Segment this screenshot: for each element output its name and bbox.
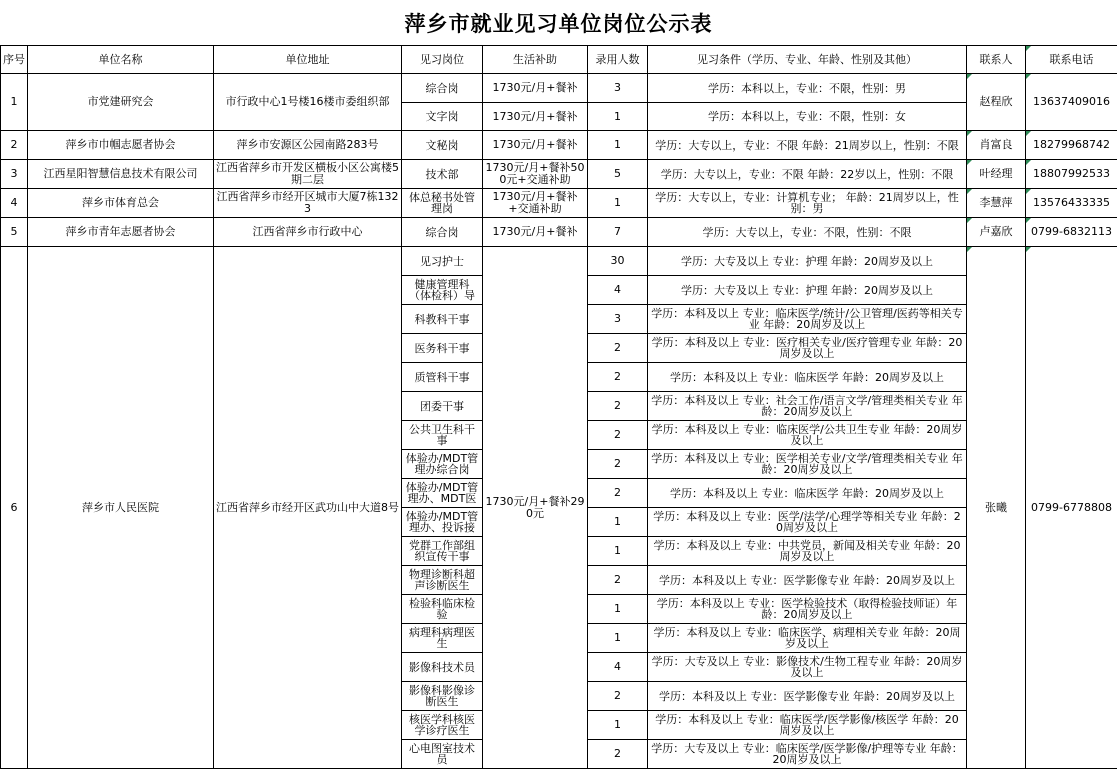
position-conditions: 学历：大专以上，专业：不限 年龄：21周岁以上，性别：不限 (648, 131, 967, 160)
unit-address: 江西省萍乡市经开区城市大厦7栋1323 (214, 189, 402, 218)
unit-contact: 卢嘉欣 (967, 218, 1026, 247)
unit-name: 萍乡市青年志愿者协会 (28, 218, 214, 247)
position-name: 物理诊断科超声诊断医生 (402, 566, 483, 595)
page-title: 萍乡市就业见习单位岗位公示表 (404, 10, 713, 36)
position-name: 科教科干事 (402, 305, 483, 334)
position-count: 2 (588, 740, 648, 769)
position-subsidy: 1730元/月+餐补290元 (483, 247, 588, 769)
unit-seq: 4 (1, 189, 28, 218)
unit-address: 江西省萍乡市经开区武功山中大道8号 (214, 247, 402, 769)
position-conditions: 学历：本科及以上 专业：临床医学、病理相关专业 年龄：20周岁及以上 (648, 624, 967, 653)
positions-table (0, 45, 1117, 769)
position-subsidy: 1730元/月+餐补+交通补助 (483, 189, 588, 218)
unit-seq: 6 (1, 247, 28, 769)
position-conditions: 学历：大专及以上 专业：影像技术/生物工程专业 年龄：20周岁及以上 (648, 653, 967, 682)
position-conditions: 学历：本科及以上 专业：中共党员，新闻及相关专业 年龄：20周岁及以上 (648, 537, 967, 566)
position-count: 1 (588, 508, 648, 537)
position-name: 健康管理科（体检科）导 (402, 276, 483, 305)
unit-contact: 张曦 (967, 247, 1026, 769)
unit-contact: 李慧萍 (967, 189, 1026, 218)
position-count: 1 (588, 624, 648, 653)
position-conditions: 学历：本科及以上 专业：医学相关专业/文学/管理类相关专业 年龄：20周岁及以上 (648, 450, 967, 479)
position-count: 1 (588, 537, 648, 566)
position-count: 1 (588, 595, 648, 624)
position-conditions: 学历：大专以上，专业：不限，性别：不限 (648, 218, 967, 247)
unit-phone: 0799-6778808 (1026, 247, 1117, 769)
unit-seq: 3 (1, 160, 28, 189)
unit-name: 萍乡市巾帼志愿者协会 (28, 131, 214, 160)
position-name: 党群工作部组织宣传干事 (402, 537, 483, 566)
position-count: 2 (588, 363, 648, 392)
unit-phone: 18279968742 (1026, 131, 1117, 160)
position-conditions: 学历：大专及以上 专业：护理 年龄：20周岁及以上 (648, 276, 967, 305)
position-conditions: 学历：本科以上，专业：不限，性别：男 (648, 74, 967, 103)
position-count: 2 (588, 392, 648, 421)
unit-phone: 0799-6832113 (1026, 218, 1117, 247)
position-name: 质管科干事 (402, 363, 483, 392)
position-name: 心电图室技术员 (402, 740, 483, 769)
header-subsidy: 生活补助 (483, 46, 588, 74)
position-name: 影像科影像诊断医生 (402, 682, 483, 711)
unit-phone: 13576433335 (1026, 189, 1117, 218)
position-name: 病理科病理医生 (402, 624, 483, 653)
position-count: 3 (588, 74, 648, 103)
position-name: 团委干事 (402, 392, 483, 421)
unit-name: 萍乡市体育总会 (28, 189, 214, 218)
position-name: 体验办/MDT管理办、投诉接 (402, 508, 483, 537)
unit-phone: 18807992533 (1026, 160, 1117, 189)
unit-contact: 赵程欣 (967, 74, 1026, 131)
position-conditions: 学历：本科及以上 专业：医学影像专业 年龄：20周岁及以上 (648, 566, 967, 595)
position-name: 影像科技术员 (402, 653, 483, 682)
header-position: 见习岗位 (402, 46, 483, 74)
position-subsidy: 1730元/月+餐补 (483, 103, 588, 131)
position-name: 综合岗 (402, 74, 483, 103)
unit-contact: 肖富良 (967, 131, 1026, 160)
unit-contact: 叶经理 (967, 160, 1026, 189)
position-name: 体总秘书处管理岗 (402, 189, 483, 218)
unit-address: 江西省萍乡市开发区横板小区公寓楼5期二层 (214, 160, 402, 189)
header-address: 单位地址 (214, 46, 402, 74)
position-conditions: 学历：本科及以上 专业：社会工作/语言文学/管理类相关专业 年龄：20周岁及以上 (648, 392, 967, 421)
position-count: 1 (588, 103, 648, 131)
position-count: 1 (588, 189, 648, 218)
header-contact: 联系人 (967, 46, 1026, 74)
position-count: 2 (588, 421, 648, 450)
unit-name: 江西星阳智慧信息技术有限公司 (28, 160, 214, 189)
unit-seq: 1 (1, 74, 28, 131)
position-name: 核医学科核医学诊疗医生 (402, 711, 483, 740)
position-conditions: 学历：本科及以上 专业：临床医学/医学影像/核医学 年龄：20周岁及以上 (648, 711, 967, 740)
header-seq: 序号 (1, 46, 28, 74)
position-conditions: 学历：大专以上，专业：计算机专业； 年龄：21周岁以上，性别：男 (648, 189, 967, 218)
position-name: 医务科干事 (402, 334, 483, 363)
position-name: 综合岗 (402, 218, 483, 247)
position-subsidy: 1730元/月+餐补500元+交通补助 (483, 160, 588, 189)
position-subsidy: 1730元/月+餐补 (483, 131, 588, 160)
position-name: 见习护士 (402, 247, 483, 276)
header-conditions: 见习条件（学历、专业、年龄、性别及其他） (648, 46, 967, 74)
header-count: 录用人数 (588, 46, 648, 74)
position-conditions: 学历：本科及以上 专业：临床医学/统计/公卫管理/医药等相关专业 年龄：20周岁及以上 (648, 305, 967, 334)
position-count: 30 (588, 247, 648, 276)
position-name: 体验办/MDT管理办、MDT医 (402, 479, 483, 508)
position-conditions: 学历：本科及以上 专业：医学/法学/心理学等相关专业 年龄：20周岁及以上 (648, 508, 967, 537)
unit-seq: 2 (1, 131, 28, 160)
position-count: 2 (588, 479, 648, 508)
position-count: 7 (588, 218, 648, 247)
table-row (1, 160, 1117, 189)
position-count: 4 (588, 276, 648, 305)
position-count: 2 (588, 682, 648, 711)
table-row (1, 131, 1117, 160)
position-conditions: 学历：本科及以上 专业：临床医学 年龄：20周岁及以上 (648, 363, 967, 392)
position-conditions: 学历：本科以上，专业：不限，性别：女 (648, 103, 967, 131)
unit-address: 萍乡市安源区公园南路283号 (214, 131, 402, 160)
unit-phone: 13637409016 (1026, 74, 1117, 131)
table-row (1, 74, 1117, 103)
header-phone: 联系电话 (1026, 46, 1117, 74)
unit-address: 市行政中心1号楼16楼市委组织部 (214, 74, 402, 131)
position-conditions: 学历：本科及以上 专业：临床医学/公共卫生专业 年龄：20周岁及以上 (648, 421, 967, 450)
position-name: 检验科临床检验 (402, 595, 483, 624)
position-conditions: 学历：本科及以上 专业：医疗相关专业/医疗管理专业 年龄：20周岁及以上 (648, 334, 967, 363)
position-name: 公共卫生科干事 (402, 421, 483, 450)
table-header-row (1, 46, 1117, 74)
unit-name: 市党建研究会 (28, 74, 214, 131)
position-subsidy: 1730元/月+餐补 (483, 74, 588, 103)
table-row (1, 247, 1117, 276)
position-count: 3 (588, 305, 648, 334)
position-name: 文字岗 (402, 103, 483, 131)
position-subsidy: 1730元/月+餐补 (483, 218, 588, 247)
unit-seq: 5 (1, 218, 28, 247)
table-row (1, 189, 1117, 218)
position-count: 2 (588, 566, 648, 595)
position-conditions: 学历：本科及以上 专业：临床医学 年龄：20周岁及以上 (648, 479, 967, 508)
position-conditions: 学历：本科及以上 专业：医学检验技术（取得检验技师证）年龄：20周岁及以上 (648, 595, 967, 624)
unit-name: 萍乡市人民医院 (28, 247, 214, 769)
position-count: 2 (588, 334, 648, 363)
position-count: 1 (588, 131, 648, 160)
unit-address: 江西省萍乡市行政中心 (214, 218, 402, 247)
position-name: 技术部 (402, 160, 483, 189)
position-name: 体验办/MDT管理办综合岗 (402, 450, 483, 479)
position-count: 4 (588, 653, 648, 682)
position-count: 1 (588, 711, 648, 740)
position-count: 2 (588, 450, 648, 479)
position-count: 5 (588, 160, 648, 189)
position-conditions: 学历：大专及以上 专业：临床医学/医学影像/护理等专业 年龄：20周岁及以上 (648, 740, 967, 769)
table-row (1, 218, 1117, 247)
position-conditions: 学历：大专及以上 专业：护理 年龄：20周岁及以上 (648, 247, 967, 276)
header-unit: 单位名称 (28, 46, 214, 74)
position-name: 文秘岗 (402, 131, 483, 160)
position-conditions: 学历：本科及以上 专业：医学影像专业 年龄：20周岁及以上 (648, 682, 967, 711)
position-conditions: 学历：大专以上，专业：不限 年龄：22岁以上，性别：不限 (648, 160, 967, 189)
